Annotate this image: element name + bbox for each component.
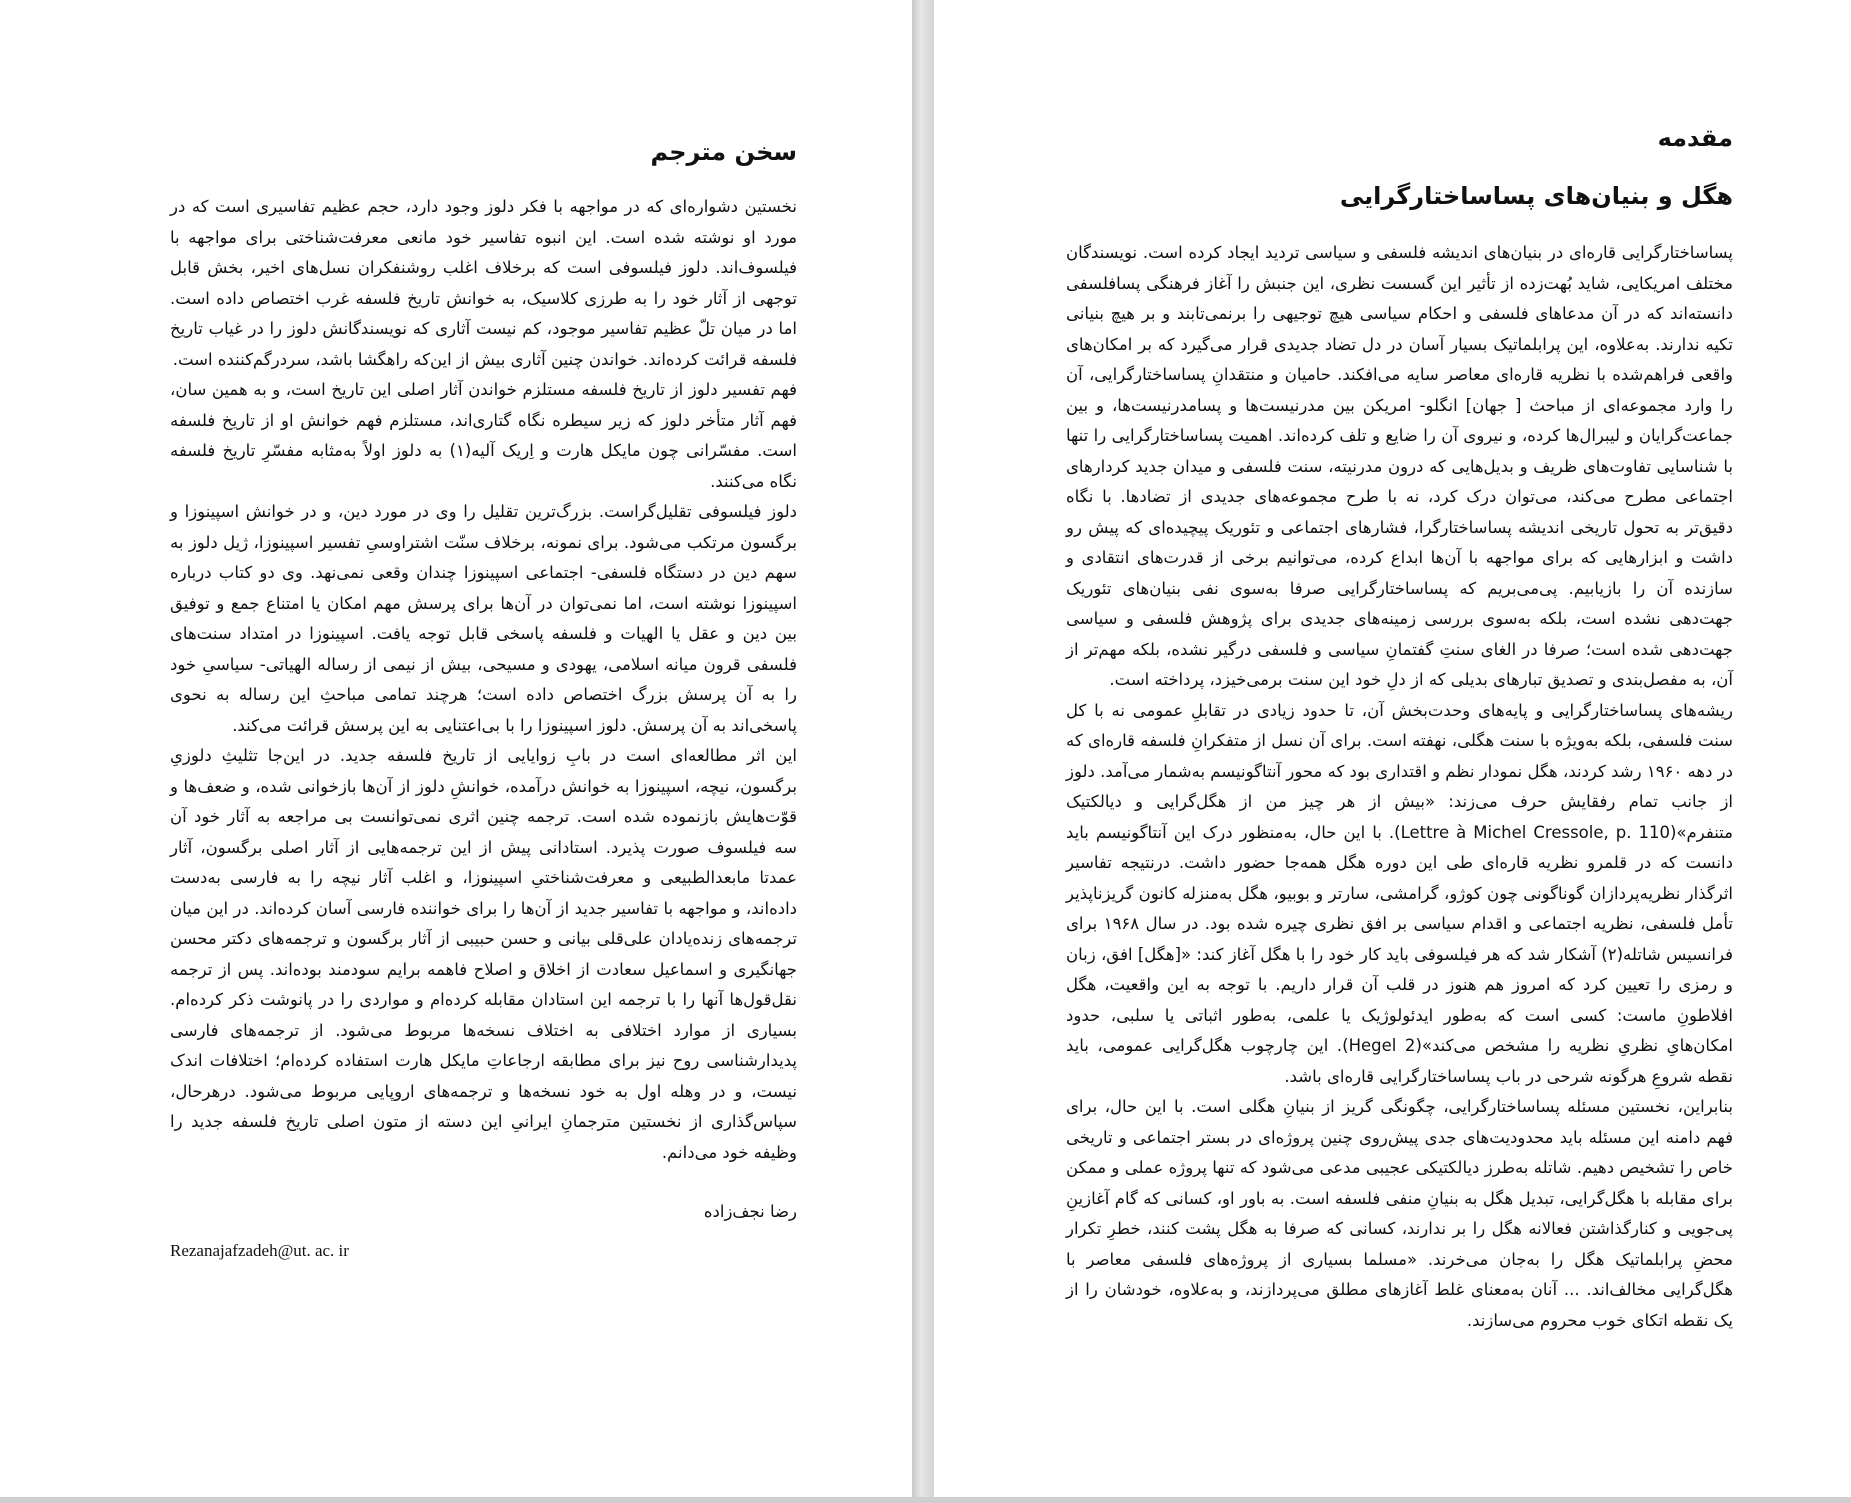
right-page [934, 0, 1851, 1497]
translator-note-paragraph: نخستین دشواره‌ای که در مواجهه با فکر دلوز وجود دارد، حجم عظیم تفاسیری است که در مورد او نوشته شده است. این انبوه تفاسیر خود مانعی معرفت‌شناختی برای مواجهه با فیلسوف‌اند. دلوز فیلسوفی است که برخلاف اغلب روشنفکران نسل‌های اخیر، بخش قابل توجهی از آثار خود را به طرزی کلاسیک، به خوانش تاریخ فلسفه غرب اختصاص داده است. اما در میان تلّ عظیم تفاسیر موجود، کم نیست آثاری که نویسندگانش دلوز را در غیاب تاریخ فلسفه قرائت کرده‌اند. خواندن چنین آثاری بیش از این‌که راهگشا باشد، سردرگم‌کننده است. [170, 197, 797, 369]
translator-note-paragraph: دلوز فیلسوفی تقلیل‌گراست. بزرگ‌ترین تقلیل را وی در مورد دین، و در خوانش اسپینوزا و برگسون مرتکب می‌شود. برای نمونه، برخلاف سنّت اشتراوسیِ تفسیر اسپینوزا، ژیل دلوز به سهم دین در دستگاه فلسفی- اجتماعی اسپینوزا چندان وقعی نمی‌نهد. وی دو کتاب درباره اسپینوزا نوشته است، اما نمی‌توان در آن‌ها برای پرسش مهم امکان یا امتناع جمع و توفیق بین دین و عقل یا الهیات و فلسفه پاسخی قابل توجه یافت. اسپینوزا در امتداد سنت‌های فلسفی قرون میانه اسلامی، یهودی و مسیحی، بیش از نیمی از رساله الهیاتی- سیاسیِ خود را به آن پرسش بزرگ اختصاص داده است؛ هرچند تمامی مباحثِ این رساله به نحوی پاسخی‌اند به آن پرسش. دلوز اسپینوزا را با بی‌اعتنایی به این پرسش قرائت می‌کند. [170, 502, 797, 735]
translator-signature: رضا نجف‌زاده [703, 1202, 797, 1221]
introduction-paragraph: بنابراین، نخستین مسئله پساساختارگرایی، چگونگی گریز از بنیانِ هگلی است. با این حال، برای فهم دامنه این مسئله باید محدودیت‌های جدی پیش‌روی چنین پروژه‌ای در بستر اجتماعی و تاریخی خاص را تشخیص دهیم. شاتله به‌طرز دیالکتیکی عجیبی مدعی می‌شود که تنها پروژه عملی و ممکن برای مقابله با هگل‌گرایی، تبدیل هگل به بنیانِ منفی فلسفه است. به باور او، کسانی که گام آغازینِ پی‌جویی و کنارگذاشتن فعالانه هگل را بر ندارند، کسانی که صرفا به هگل پشت کنند، خطرِ تکرار محضِ پرابلماتیک هگل را به‌جان می‌خرند. «مسلما بسیاری از پروژه‌های فلسفی معاصر با هگل‌گرایی مخالف‌اند. ... آنان به‌معنای غلط آغازهای مطلق می‌پردازند، و به‌علاوه، خودشان را از یک نقطه اتکای خوب محروم می‌سازند. [1066, 1097, 1733, 1330]
introduction-paragraph: پساساختارگرایی قاره‌ای در بنیان‌های اندیشه فلسفی و سیاسی تردید ایجاد کرده است. نویسندگان مختلف امریکایی، شاید بُهت‌زده از تأثیر این گسست نظری، این جنبش را آغاز فرهنگی پسافلسفی دانسته‌اند که در آن مدعاهای فلسفی و احکام سیاسی هیچ توجیهی را برنمی‌تابند و بر هیچ بنیانی تکیه ندارند. به‌علاوه، این پرابلماتیک بسیار آسان در دل تضاد جدیدی قرار می‌گیرد که بر امکان‌های واقعی فراهم‌شده با نظریه قاره‌ای معاصر سایه می‌افکند. حامیان و منتقدانِ پساساختارگرایی، آن را وارد مجموعه‌ای از مباحث [ جهان] انگلو- امریکن بین مدرنیست‌ها و پسامدرنیست‌ها، و بین جماعت‌گرایان و لیبرال‌ها کرده، و نیروی آن را ضایع و تلف کرده‌اند. اهمیت پساساختارگرایی را تنها با شناسایی تفاوت‌های ظریف و بدیل‌هایی که درون مدرنیته، سنت فلسفی و میدان جدید کردارهای اجتماعی مطرح می‌کند، می‌توان درک کرد، نه با طرح مجموعه‌های جدیدی از تضادها. با نگاه دقیق‌تر به تحول تاریخی اندیشه پساساختارگرا، فشارهای اجتماعی و تئوریک پیچیده‌ای که پیش رو داشت و ابزارهایی که برای مواجهه با آن‌ها ابداع کرده، می‌توانیم برخی از قدرت‌های انتقادی و سازنده آن را بازیابیم. پی‌می‌بریم که پساساختارگرایی صرفا به‌سوی نفی بنیان‌های تئوریک جهت‌دهی نشده است، بلکه به‌سوی بررسی زمینه‌های جدیدی برای پژوهش فلسفی و سیاسی جهت‌دهی شده است؛ صرفا در الغای سنتِ گفتمانِ سیاسی و فلسفی درگیر نشده، بلکه مهم‌تر از آن، به مفصل‌بندی و تصدیق تبارهای بدیلی که از دلِ خود این سنت برمی‌خیزد، پرداخته است. [1066, 243, 1733, 689]
page-gutter [912, 0, 934, 1503]
introduction-paragraph: ریشه‌های پساساختارگرایی و پایه‌های وحدت‌بخش آن، تا حدود زیادی در تقابلِ عمومی نه با کل سنت فلسفی، بلکه به‌ویژه با سنت هگلی، نهفته است. برای آن نسل از متفکرانِ فلسفه قاره‌ای که در دهه ۱۹۶۰ رشد کردند، هگل نمودار نظم و اقتداری بود که محور آنتاگونیسم به‌شمار می‌آمد. دلوز از جانب تمام رفقایش حرف می‌زند: «بیش از هر چیز من از هگل‌گرایی و دیالکتیک متنفرم»(Lettre à Michel Cressole, p. 110). با این حال، به‌منظور درک این آنتاگونیسم باید دانست که در قلمرو نظریه قاره‌ای طی این دوره هگل همه‌جا حضور داشت. درنتیجه تفاسیر اثرگذار نظریه‌پردازان گوناگونی چون کوژو، گرامشی، سارتر و بوبیو، هگل به‌منزله کانون گریزناپذیر تأمل فلسفی، نظریه اجتماعی و اقدام سیاسی بر افق نظری چیره شده بود. در سال ۱۹۶۸ برای فرانسیس شاتله(۲) آشکار شد که هر فیلسوفی باید کار خود را با هگل آغاز کند: «[هگل] افق، زبان و رمزی را تعیین کرد که امروز هم هنوز در قلب آن قرار داریم. با توجه به این واقعیت، هگل افلاطونِ ماست: کسی است که به‌طور ایدئولوژیک یا علمی، به‌طور اثباتی یا سلبی، حدود امکان‌هایِ نظریِ نظریه را مشخص می‌کند»(Hegel 2). این چارچوب هگل‌گرایی عمومی، باید نقطه شروعِ هرگونه شرحی در باب پساساختارگرایی قاره‌ای باشد. [1065, 700, 1733, 1086]
translator-note-paragraph: فهم تفسیر دلوز از تاریخ فلسفه مستلزم خواندن آثار اصلی این تاریخ است، و به همین سان، فهم آثار متأخر دلوز که زیر سیطره نگاه گتاری‌اند، مستلزم فهم خوانش او از تاریخ فلسفه است. مفسّرانی چون مایکل هارت و اِریک آلیه(۱) به دلوز اولاً به‌مثابه مفسّرِ تاریخ فلسفه نگاه می‌کنند. [170, 380, 797, 491]
bottom-edge [0, 1497, 1851, 1503]
translator-note-title: سخن مترجم [650, 138, 797, 166]
chapter-subtitle: هگل و بنیان‌های پساساختارگرایی [1339, 182, 1733, 210]
translator-email: Rezanajafzadeh@ut. ac. ir [170, 1241, 349, 1260]
chapter-title: مقدمه [1657, 124, 1733, 152]
left-page [0, 0, 912, 1497]
translator-note-paragraph: این اثر مطالعه‌ای است در بابِ زوایایی از تاریخ فلسفه جدید. در این‌جا تثلیثِ دلوزیِ برگسون، نیچه، اسپینوزا به خوانش درآمده، خوانشِ دلوز از آن‌ها بازخوانی شده، و ضعف‌ها و قوّت‌هایش بازنموده شده است. ترجمه چنین اثری نمی‌توانست بی مراجعه به آثار خود آن سه فیلسوف صورت پذیرد. استادانی پیش از این ترجمه‌هایی از آثار اصلی برگسون، آثار عمدتا مابعدالطبیعی و معرفت‌شناختیِ اسپینوزا، و اغلب آثار نیچه را به فارسی به‌دست داده‌اند، و مواجهه با تفاسیر جدید از آن‌ها را برای خواننده فارسی آسان کرده‌اند. در این میان ترجمه‌های زنده‌یادان علی‌قلی بیانی و حسن حبیبی از آثار برگسون و ترجمه‌های دکتر محسن جهانگیری و اسماعیل سعادت از اخلاق و اصلاح فاهمه برایم سودمند بوده‌اند. پس از ترجمه نقل‌قول‌ها آنها را با ترجمه این استادان مقابله کرده‌ام و مواردی را در پانوشت ذکر کرده‌ام. بسیاری از موارد اختلافی به اختلاف نسخه‌ها مربوط می‌شود. از ترجمه‌های فارسی پدیدارشناسی روح نیز برای مطابقه ارجاعاتِ مایکل هارت استفاده کرده‌ام؛ اختلافات اندک نیست، و در وهله اول به خود نسخه‌ها و ترجمه‌های اروپایی مربوط می‌شود. درهرحال، سپاس‌گذاری از نخستین مترجمانِ ایرانیِ این دسته از متون اصلی تاریخ فلسفه جدید را وظیفه خود می‌دانم. [170, 746, 797, 1162]
